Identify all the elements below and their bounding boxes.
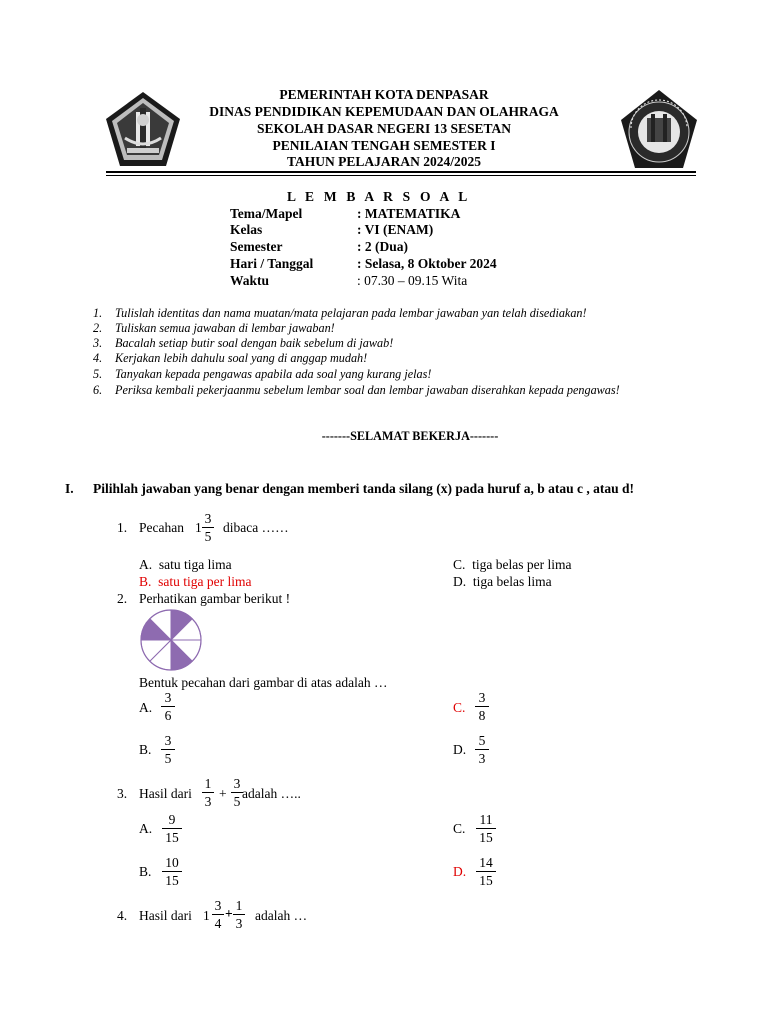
numerator: 3 [214,898,222,913]
q2-pie-figure [139,608,203,672]
denominator: 8 [478,708,486,723]
q1-fraction [202,511,214,544]
header-rule-thick [106,171,696,173]
denominator: 15 [165,830,179,845]
fraction-bar [476,828,496,829]
numerator: 10 [165,855,179,870]
q4-fraction-1 [212,898,224,931]
q3-option-d-fraction [476,855,496,888]
q2-option-d-fraction [475,733,489,766]
instruction-text: Tuliskan semua jawaban di lembar jawaban! [115,321,335,335]
fraction-bar [233,914,245,915]
denominator: 3 [235,916,243,931]
q4-number: 4. [117,908,128,923]
option-letter: D. [453,742,467,757]
option-text: satu tiga lima [158,557,232,572]
numerator: 9 [168,812,176,827]
option-letter: D. [453,864,467,879]
q1-prefix: Pecahan [139,520,184,535]
instruction-number: 4. [93,351,103,365]
meta-value: : MATEMATIKA [357,206,461,221]
q1-option-b[interactable] [139,574,252,589]
q1-number: 1. [117,520,128,535]
instruction-text: Kerjakan lebih dahulu soal yang di anggap mudah! [115,351,368,365]
q3-option-d[interactable] [453,864,466,879]
fraction-bar [475,749,489,750]
q3-operator: + [219,786,227,801]
option-text: satu tiga per lima [158,574,252,589]
q1-whole: 1 [195,520,202,535]
numerator: 3 [164,733,172,748]
numerator: 1 [204,776,212,791]
fraction-bar [475,706,489,707]
header-line-3: SEKOLAH DASAR NEGERI 13 SESETAN [256,121,512,136]
option-letter: A. [139,700,153,715]
denominator: 4 [214,916,222,931]
meta-label: Hari / Tanggal [230,256,314,271]
q2-option-b[interactable] [139,742,151,757]
numerator: 14 [479,855,493,870]
header-line-2: DINAS PENDIDIKAN KEPEMUDAAN DAN OLAHRAGA [209,104,559,119]
q1-option-d[interactable] [453,574,552,589]
q3-number: 3. [117,786,128,801]
q3-option-c[interactable] [453,821,465,836]
q3-option-c-fraction [476,812,496,845]
q1-option-c[interactable] [453,557,571,572]
numerator: 1 [235,898,243,913]
denominator: 3 [478,751,486,766]
q3-option-b[interactable] [139,864,151,879]
fraction-bar [161,706,175,707]
option-letter: B. [139,864,152,879]
q2-prompt: Perhatikan gambar berikut ! [139,591,291,606]
q4-whole: 1 [203,908,210,923]
instruction-number: 5. [93,367,103,381]
denominator: 15 [479,873,493,888]
fraction-bar [476,871,496,872]
section-title: Pilihlah jawaban yang benar dengan memberi tanda silang (x) pada huruf a, b atau c , atau d! [93,481,634,496]
numerator: 11 [479,812,493,827]
header-line-1: PEMERINTAH KOTA DENPASAR [279,87,489,102]
denominator: 5 [233,794,241,809]
denominator: 3 [204,794,212,809]
instruction-text: Periksa kembali pekerjaanmu sebelum lembar soal dan lembar jawaban diserahkan kepada pengawas! [115,383,620,397]
q1-suffix: dibaca …… [223,520,289,535]
header-rule-thin [106,175,696,176]
q4-prefix: Hasil dari [139,908,192,923]
instruction-number: 1. [93,306,103,320]
instruction-text: Tanyakan kepada pengawas apabila ada soal yang kurang jelas! [115,367,432,381]
q3-prefix: Hasil dari [139,786,192,801]
fraction-bar [162,828,182,829]
numerator: 5 [478,733,486,748]
numerator: 3 [233,776,241,791]
q2-option-a[interactable] [139,700,152,715]
instruction-number: 2. [93,321,103,335]
denominator: 15 [165,873,179,888]
instruction-text: Bacalah setiap butir soal dengan baik sebelum di jawab! [115,336,394,350]
q2-option-b-fraction [161,733,175,766]
section-number: I. [65,481,74,496]
sheet-title: L E M B A R S O A L [287,189,471,204]
instruction-number: 3. [93,336,103,350]
q2-option-c[interactable] [453,700,465,715]
fraction-bar [202,527,214,528]
option-text: tiga belas per lima [472,557,572,572]
fraction-bar [212,914,224,915]
q3-option-b-fraction [162,855,182,888]
meta-value: : VI (ENAM) [357,222,434,237]
meta-label: Kelas [230,222,263,237]
option-letter: D. [453,574,467,589]
q3-fraction-1 [202,776,214,809]
q2-option-d[interactable] [453,742,466,757]
denominator: 5 [204,529,212,544]
option-letter: A. [139,821,153,836]
option-letter: C. [453,557,466,572]
q3-option-a-fraction [162,812,182,845]
numerator: 3 [164,690,172,705]
q2-question: Bentuk pecahan dari gambar di atas adalah … [139,675,388,690]
meta-value: : 2 (Dua) [357,239,408,254]
instructions-list [93,306,668,416]
denominator: 15 [479,830,493,845]
instruction-number: 6. [93,383,103,397]
numerator: 3 [478,690,486,705]
option-letter: C. [453,700,466,715]
fraction-bar [162,871,182,872]
letterhead [0,0,768,180]
meta-label: Tema/Mapel [230,206,303,221]
q3-suffix: adalah ….. [242,786,301,801]
greeting-text: -------SELAMAT BEKERJA------- [321,429,499,443]
option-letter: A. [139,557,153,572]
meta-value: : Selasa, 8 Oktober 2024 [357,256,497,271]
q3-option-a[interactable] [139,821,152,836]
numerator: 3 [204,511,212,526]
q2-number: 2. [117,591,128,606]
header-line-4: PENILAIAN TENGAH SEMESTER I [272,138,496,153]
option-letter: B. [139,742,152,757]
denominator: 6 [164,708,172,723]
q4-fraction-2 [233,898,245,931]
q1-option-a[interactable] [139,557,232,572]
q4-operator: + [225,906,233,921]
q4-suffix: adalah … [255,908,308,923]
meta-label: Waktu [230,273,270,288]
option-text: tiga belas lima [472,574,552,589]
option-letter: C. [453,821,466,836]
instruction-text: Tulislah identitas dan nama muatan/mata pelajaran pada lembar jawaban yan telah disediakan! [115,306,587,320]
meta-label: Semester [230,239,283,254]
denominator: 5 [164,751,172,766]
meta-value: : 07.30 – 09.15 Wita [357,273,468,288]
q2-option-c-fraction [475,690,489,723]
fraction-bar [202,792,214,793]
q2-option-a-fraction [161,690,175,723]
option-letter: B. [139,574,152,589]
header-line-5: TAHUN PELAJARAN 2024/2025 [286,154,481,169]
fraction-bar [161,749,175,750]
